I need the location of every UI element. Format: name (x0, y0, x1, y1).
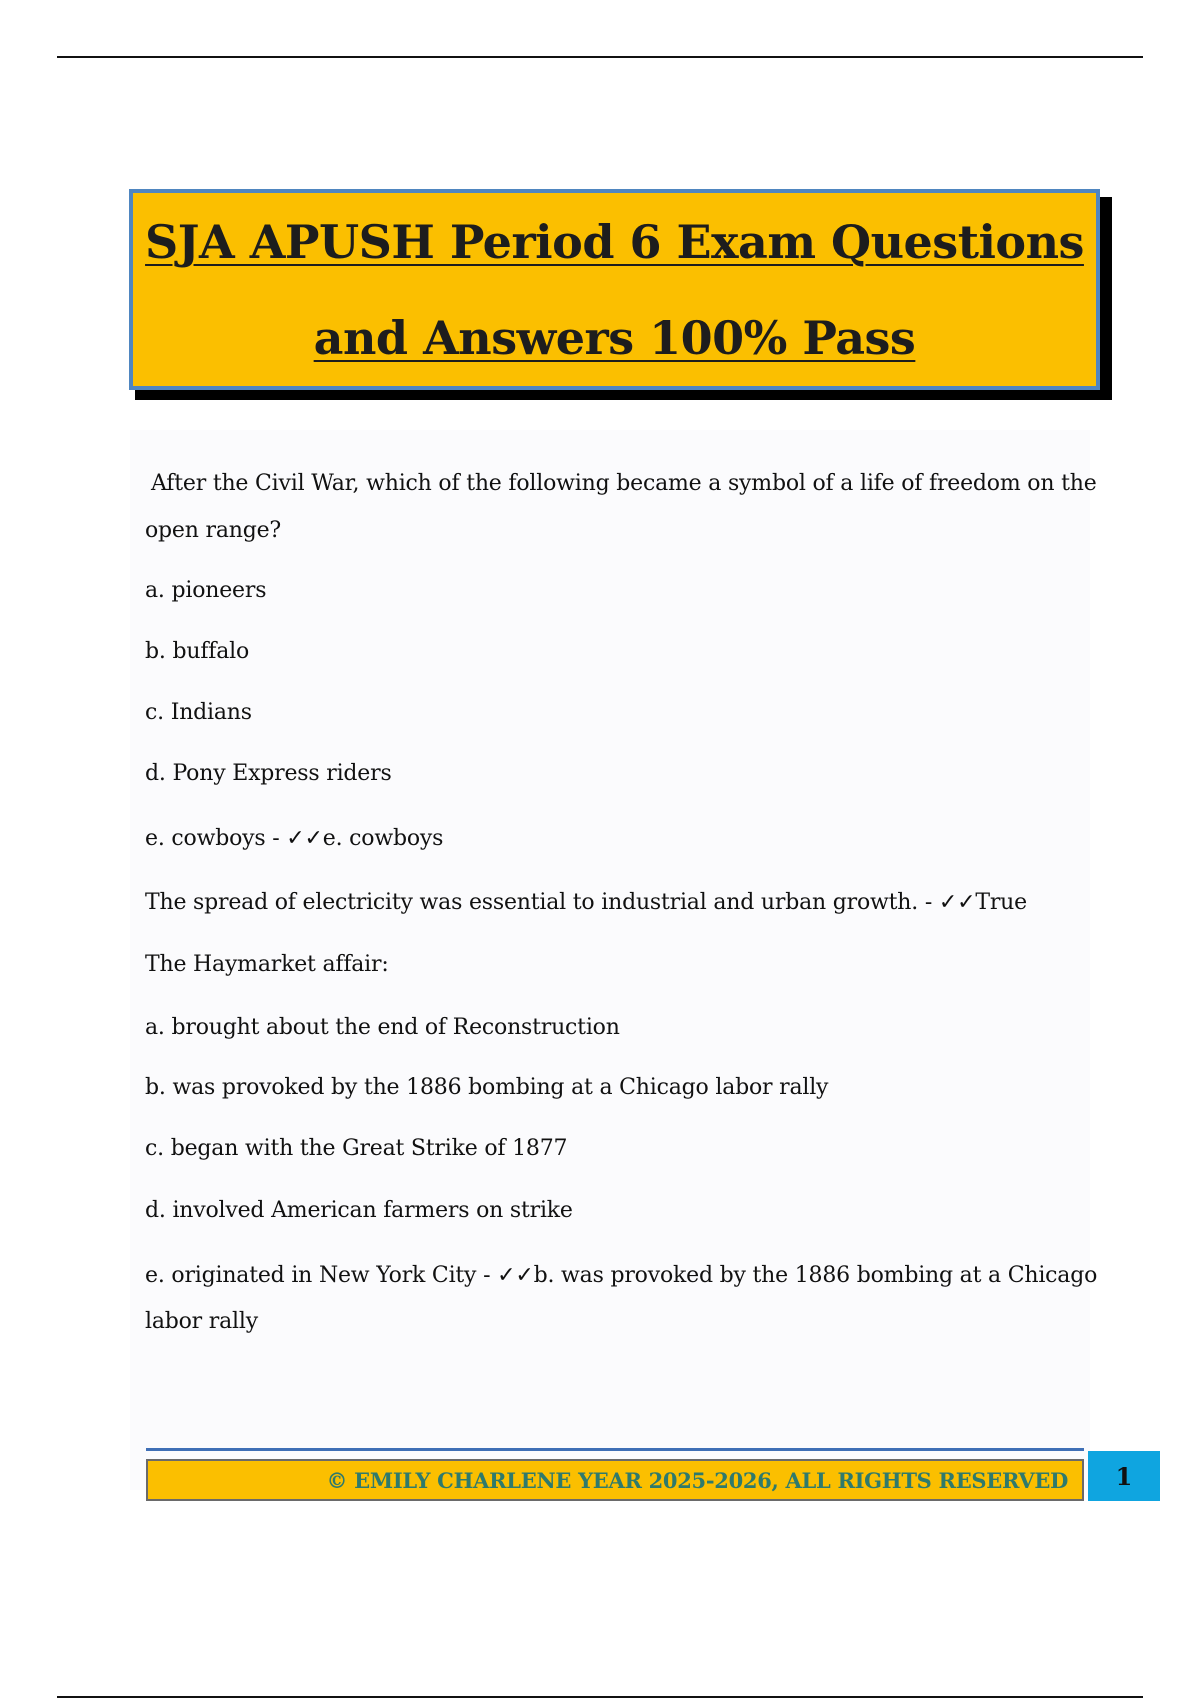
question-2-stem: The spread of electricity was essential to industrial and urban growth. (145, 890, 919, 915)
question-3-option-e: e. originated in New York City (145, 1263, 477, 1288)
question-2-answer: True (975, 890, 1027, 915)
question-1-option-a: a. pioneers (145, 578, 267, 603)
question-1-option-b: b. buffalo (145, 639, 250, 664)
check-icon: ✓✓ (497, 1263, 534, 1288)
answer-separator: - (265, 826, 287, 851)
question-3-option-b: b. was provoked by the 1886 bombing at a Chicago labor rally (145, 1075, 829, 1100)
title-line-1: SJA APUSH Period 6 Exam Questions (145, 214, 1084, 269)
top-rule (57, 56, 1143, 58)
question-3-answer-line-2: labor rally (145, 1309, 258, 1334)
question-1-option-e: e. cowboys (145, 826, 266, 851)
bottom-rule (57, 1696, 1143, 1698)
question-3-option-a: a. brought about the end of Reconstruction (145, 1015, 620, 1040)
question-1-stem-line-1: After the Civil War, which of the following became a symbol of a life of freedom on the (151, 471, 1097, 496)
question-3-option-d: d. involved American farmers on strike (145, 1198, 573, 1223)
question-1-answer: e. cowboys (322, 826, 444, 851)
title-banner (129, 189, 1100, 390)
question-1-stem-line-2: open range? (145, 518, 282, 543)
question-2 (145, 879, 1027, 926)
question-1-option-d: d. Pony Express riders (145, 761, 392, 786)
copyright-text: © EMILY CHARLENE YEAR 2025-2026, ALL RIGHTS RESERVED (326, 1467, 1068, 1493)
question-1-option-e-answer (145, 815, 443, 862)
question-3-option-e-answer (145, 1252, 1097, 1299)
check-icon: ✓✓ (938, 890, 976, 915)
question-3-answer-line-1: b. was provoked by the 1886 bombing at a Chicago (533, 1263, 1098, 1288)
question-1-option-c: c. Indians (145, 700, 252, 725)
check-icon: ✓✓ (286, 826, 323, 851)
question-3-option-c: c. began with the Great Strike of 1877 (145, 1136, 568, 1161)
title-line-2: and Answers 100% Pass (313, 310, 916, 365)
page-number: 1 (1115, 1461, 1133, 1491)
answer-separator: - (918, 890, 939, 915)
footer-rule (146, 1448, 1084, 1451)
question-3-stem: The Haymarket affair: (145, 952, 389, 977)
footer-banner (146, 1459, 1084, 1501)
page-number-box (1088, 1451, 1160, 1501)
answer-separator: - (476, 1263, 498, 1288)
